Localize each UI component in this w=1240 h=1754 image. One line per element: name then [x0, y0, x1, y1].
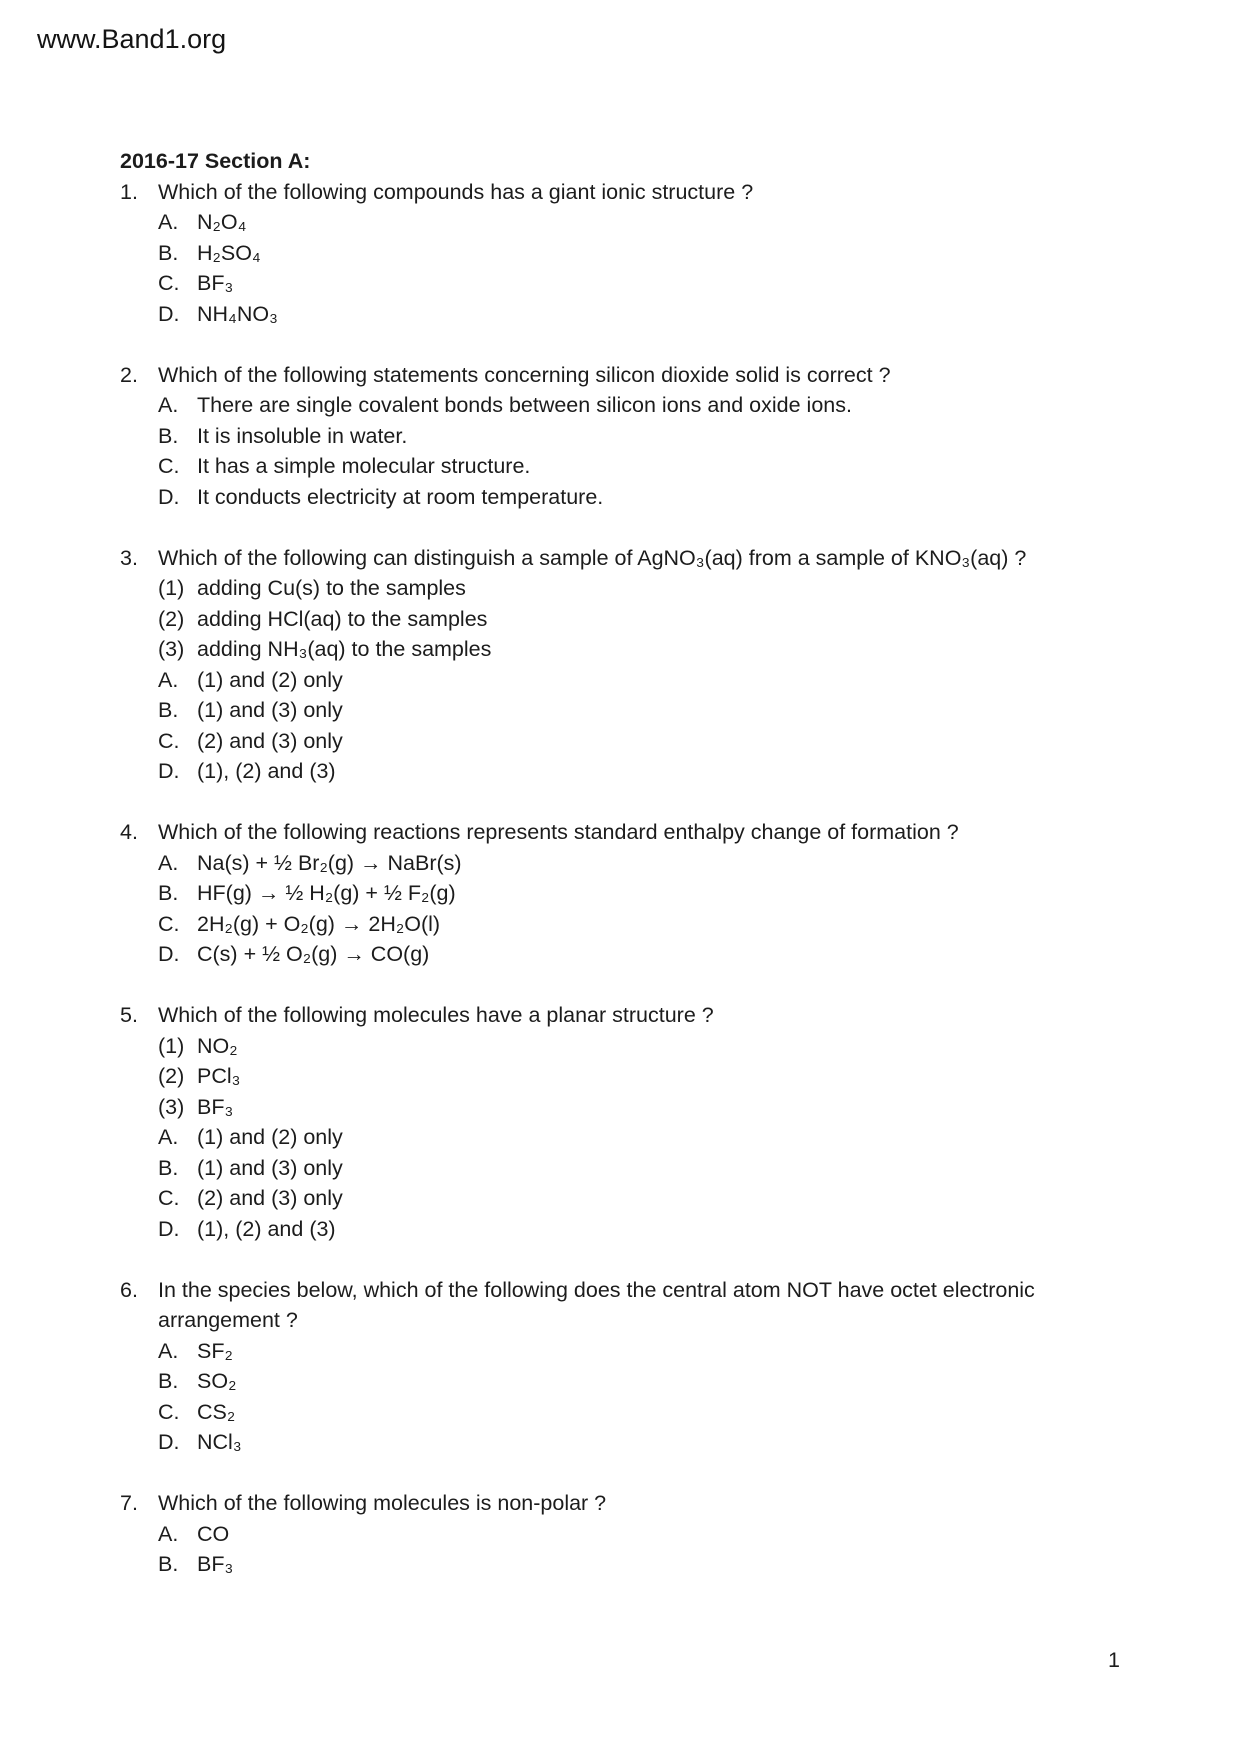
- option-row: [120, 1366, 1130, 1397]
- statement-text: PCl₃: [197, 1064, 241, 1088]
- option-letter: A.: [158, 1338, 179, 1363]
- option-letter: B.: [158, 698, 179, 722]
- statement-label: (2): [158, 606, 185, 631]
- option-row: [120, 1122, 1130, 1153]
- question-list: [120, 177, 1130, 1580]
- statement-row: [120, 604, 1130, 635]
- question-row: [120, 1000, 1130, 1031]
- question-block: [120, 1488, 1130, 1580]
- option-text: C(s) + ½ O₂(g) → CO(g): [197, 942, 430, 966]
- statement-row: [120, 573, 1130, 604]
- question-text-line: Which of the following reactions represents standard enthalpy change of formation ?: [158, 820, 959, 844]
- option-text: N₂O₄: [197, 210, 247, 234]
- option-row: [120, 726, 1130, 757]
- option-letter: B.: [158, 240, 179, 265]
- option-letter: A.: [158, 850, 179, 875]
- option-letter: C.: [158, 911, 180, 936]
- option-letter: C.: [158, 1186, 180, 1210]
- option-row: [120, 1397, 1130, 1428]
- page-number: 1: [1108, 1648, 1120, 1672]
- option-row: [120, 207, 1130, 238]
- option-row: [120, 1183, 1130, 1214]
- question-text: [158, 1000, 1130, 1031]
- option-letter: D.: [158, 1216, 180, 1241]
- question-block: [120, 360, 1130, 513]
- statement-list: [120, 1031, 1130, 1123]
- option-text: BF₃: [197, 1552, 234, 1576]
- option-letter: A.: [158, 1521, 179, 1546]
- question-text: [158, 177, 1130, 208]
- exam-content: [120, 146, 1130, 1610]
- option-letter: D.: [158, 484, 180, 509]
- question-text-line: arrangement ?: [158, 1308, 298, 1332]
- option-row: [120, 1214, 1130, 1245]
- question-row: [120, 1275, 1130, 1336]
- question-block: [120, 543, 1130, 787]
- option-row: [120, 268, 1130, 299]
- option-text: (1) and (3) only: [197, 1155, 343, 1180]
- question-block: [120, 817, 1130, 970]
- statement-text: NO₂: [197, 1033, 238, 1058]
- option-row: [120, 1153, 1130, 1184]
- option-row: [120, 451, 1130, 482]
- option-text: (1) and (3) only: [197, 698, 343, 722]
- option-text: 2H₂(g) + O₂(g) → 2H₂O(l): [197, 911, 441, 936]
- question-row: [120, 177, 1130, 208]
- option-text: NH₄NO₃: [197, 301, 278, 326]
- question-text-line: Which of the following compounds has a giant ionic structure ?: [158, 179, 754, 204]
- option-letter: A.: [158, 393, 179, 417]
- option-row: [120, 848, 1130, 879]
- option-text: (1) and (2) only: [197, 667, 343, 692]
- statement-row: [120, 1092, 1130, 1123]
- option-list: [120, 848, 1130, 970]
- option-row: [120, 299, 1130, 330]
- site-url-header: www.Band1.org: [37, 24, 227, 54]
- option-row: [120, 482, 1130, 513]
- option-row: [120, 1336, 1130, 1367]
- option-row: [120, 1427, 1130, 1458]
- option-letter: B.: [158, 881, 179, 905]
- question-text: [158, 817, 1130, 848]
- option-text: It has a simple molecular structure.: [197, 454, 531, 478]
- option-letter: C.: [158, 454, 180, 478]
- option-list: [120, 1519, 1130, 1580]
- option-row: [120, 939, 1130, 970]
- statement-row: [120, 1031, 1130, 1062]
- option-text: CO: [197, 1521, 230, 1546]
- option-list: [120, 207, 1130, 329]
- option-letter: C.: [158, 1399, 180, 1424]
- option-letter: A.: [158, 210, 179, 234]
- option-text: (1) and (2) only: [197, 1125, 343, 1149]
- question-number: 2.: [120, 362, 138, 387]
- option-text: (2) and (3) only: [197, 728, 343, 753]
- option-text: NCl₃: [197, 1430, 242, 1454]
- question-number: 1.: [120, 179, 138, 204]
- option-text: CS₂: [197, 1399, 236, 1424]
- option-row: [120, 1549, 1130, 1580]
- option-letter: B.: [158, 1155, 179, 1180]
- question-text: [158, 1275, 1130, 1336]
- question-number: 6.: [120, 1277, 138, 1302]
- option-text: H₂SO₄: [197, 240, 261, 265]
- statement-row: [120, 1061, 1130, 1092]
- question-block: [120, 1275, 1130, 1458]
- option-list: [120, 665, 1130, 787]
- question-text: [158, 360, 1130, 391]
- question-text-line: Which of the following molecules have a planar structure ?: [158, 1003, 714, 1027]
- statement-text: adding Cu(s) to the samples: [197, 576, 466, 600]
- option-letter: D.: [158, 1430, 180, 1454]
- option-row: [120, 909, 1130, 940]
- option-letter: B.: [158, 423, 179, 448]
- question-row: [120, 360, 1130, 391]
- option-text: HF(g) → ½ H₂(g) + ½ F₂(g): [197, 881, 456, 905]
- statement-label: (1): [158, 576, 185, 600]
- option-text: It conducts electricity at room temperature.: [197, 484, 604, 509]
- question-block: [120, 1000, 1130, 1244]
- statement-list: [120, 573, 1130, 665]
- option-text: It is insoluble in water.: [197, 423, 408, 448]
- option-row: [120, 756, 1130, 787]
- option-letter: D.: [158, 759, 180, 783]
- option-text: (2) and (3) only: [197, 1186, 343, 1210]
- option-row: [120, 878, 1130, 909]
- statement-label: (3): [158, 637, 185, 661]
- option-text: BF₃: [197, 271, 234, 295]
- option-row: [120, 1519, 1130, 1550]
- option-row: [120, 238, 1130, 269]
- question-row: [120, 817, 1130, 848]
- option-text: There are single covalent bonds between silicon ions and oxide ions.: [197, 393, 852, 417]
- option-row: [120, 695, 1130, 726]
- question-number: 3.: [120, 545, 138, 570]
- option-text: SF₂: [197, 1338, 233, 1363]
- statement-label: (3): [158, 1094, 185, 1119]
- statement-label: (2): [158, 1064, 185, 1088]
- option-text: Na(s) + ½ Br₂(g) → NaBr(s): [197, 850, 462, 875]
- section-title: 2016-17 Section A:: [120, 149, 311, 173]
- question-text-line: Which of the following statements concerning silicon dioxide solid is correct ?: [158, 362, 891, 387]
- option-list: [120, 1122, 1130, 1244]
- statement-text: BF₃: [197, 1094, 234, 1119]
- statement-text: adding HCl(aq) to the samples: [197, 606, 488, 631]
- question-number: 5.: [120, 1003, 138, 1027]
- option-letter: D.: [158, 942, 180, 966]
- option-text: SO₂: [197, 1369, 237, 1393]
- option-letter: A.: [158, 667, 179, 692]
- statement-text: adding NH₃(aq) to the samples: [197, 637, 492, 661]
- question-text: [158, 543, 1130, 574]
- option-text: (1), (2) and (3): [197, 1216, 336, 1241]
- option-letter: A.: [158, 1125, 179, 1149]
- question-row: [120, 543, 1130, 574]
- option-text: (1), (2) and (3): [197, 759, 336, 783]
- option-letter: C.: [158, 271, 180, 295]
- question-text-line: Which of the following can distinguish a sample of AgNO₃(aq) from a sample of KNO₃(aq) ?: [158, 545, 1027, 570]
- question-text: [158, 1488, 1130, 1519]
- option-list: [120, 1336, 1130, 1458]
- option-row: [120, 390, 1130, 421]
- option-list: [120, 390, 1130, 512]
- question-number: 7.: [120, 1491, 138, 1515]
- option-letter: D.: [158, 301, 180, 326]
- question-text-line: In the species below, which of the following does the central atom NOT have octet electronic: [158, 1277, 1035, 1302]
- option-row: [120, 421, 1130, 452]
- statement-label: (1): [158, 1033, 185, 1058]
- option-letter: C.: [158, 728, 180, 753]
- question-number: 4.: [120, 820, 138, 844]
- option-letter: B.: [158, 1369, 179, 1393]
- question-text-line: Which of the following molecules is non-polar ?: [158, 1491, 607, 1515]
- option-row: [120, 665, 1130, 696]
- question-block: [120, 177, 1130, 330]
- statement-row: [120, 634, 1130, 665]
- question-row: [120, 1488, 1130, 1519]
- option-letter: B.: [158, 1552, 179, 1576]
